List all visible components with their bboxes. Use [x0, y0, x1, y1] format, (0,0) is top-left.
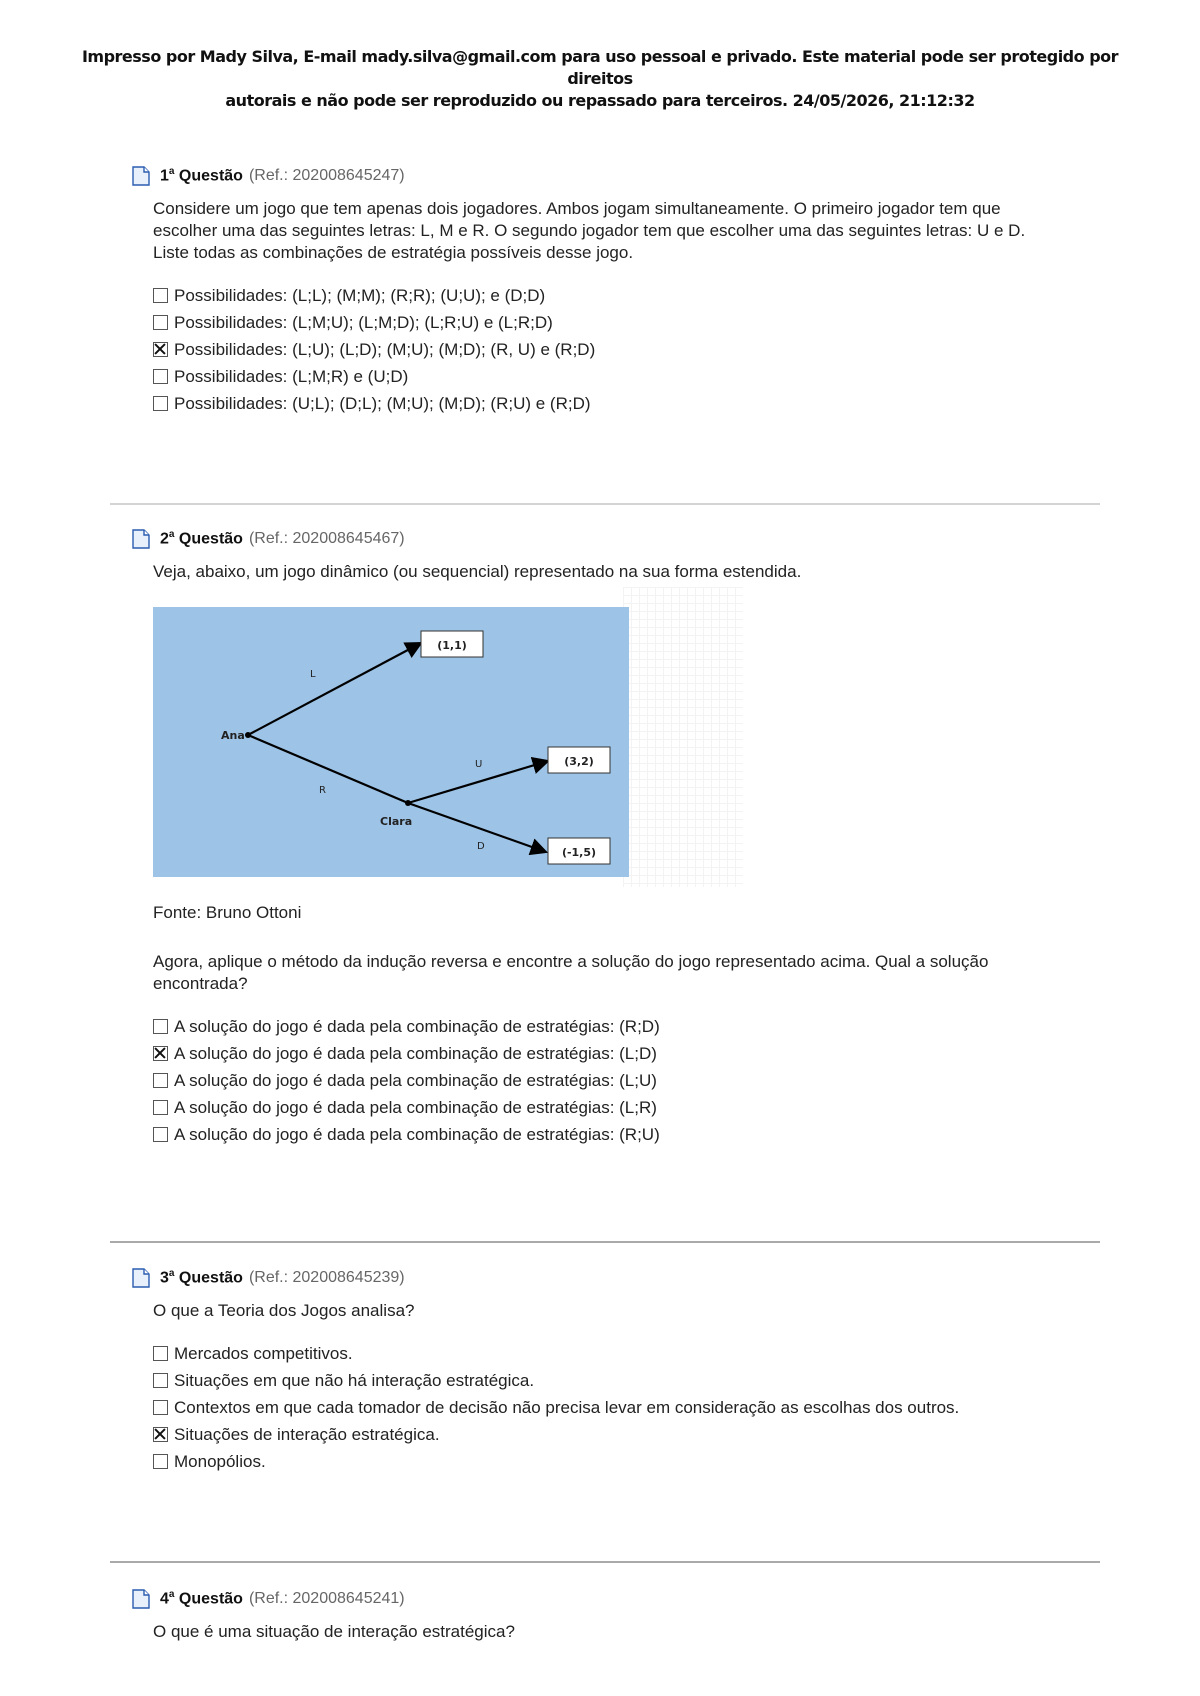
question-ref: (Ref.: 202008645247) — [248, 167, 405, 184]
option[interactable] — [153, 1013, 1092, 1040]
figure-source: Fonte: Bruno Ottoni — [153, 903, 302, 922]
option-label: Situações em que não há interação estratégica. — [174, 1370, 535, 1390]
print-header-line-2: autorais e não pode ser reproduzido ou repassado para terceiros. 24/05/2026, 21:12:32 — [225, 91, 975, 110]
print-header — [60, 46, 1140, 112]
label-edge-d: D — [477, 841, 485, 852]
divider — [110, 1241, 1100, 1243]
options-list — [153, 282, 1092, 417]
figure-grid-background — [623, 587, 743, 887]
option-label: Possibilidades: (L;U); (L;D); (M;U); (M;D); (R, U) e (R;D) — [174, 339, 596, 359]
question-header — [132, 1587, 1092, 1611]
question-text: O que é uma situação de interação estratégica? — [153, 1622, 515, 1641]
question-header — [132, 164, 1092, 188]
game-tree-figure — [153, 607, 729, 877]
question-ref: (Ref.: 202008645467) — [248, 530, 405, 547]
checkbox[interactable] — [153, 1454, 168, 1469]
option-label: Possibilidades: (L;L); (M;M); (R;R); (U;U); e (D;D) — [174, 285, 546, 305]
question-number: 4$^a$ Questão — [160, 1589, 243, 1608]
option-label: Possibilidades: (U;L); (D;L); (M;U); (M;D); (R;U) e (R;D) — [174, 393, 591, 413]
option[interactable] — [153, 1421, 1092, 1448]
question-4 — [132, 1587, 1092, 1643]
document-icon — [132, 529, 150, 549]
checkbox[interactable] — [153, 1100, 168, 1115]
options-list — [153, 1013, 1092, 1148]
document-icon — [132, 166, 150, 186]
option[interactable] — [153, 282, 1092, 309]
document-icon — [132, 1589, 150, 1609]
option-label: Mercados competitivos. — [174, 1343, 353, 1363]
option-label: Situações de interação estratégica. — [174, 1424, 440, 1444]
checkbox[interactable] — [153, 369, 168, 384]
question-ref: (Ref.: 202008645241) — [248, 1590, 405, 1607]
checkbox[interactable] — [153, 1127, 168, 1142]
question-header — [132, 527, 1092, 551]
node-clara — [405, 800, 411, 806]
question-ref: (Ref.: 202008645239) — [248, 1269, 405, 1286]
checkbox[interactable] — [153, 1373, 168, 1388]
checkbox-checked[interactable] — [153, 1046, 168, 1061]
option-label: Possibilidades: (L;M;U); (L;M;D); (L;R;U) e (L;R;D) — [174, 312, 553, 332]
payoff-d: (-1,5) — [561, 846, 597, 859]
option[interactable] — [153, 1448, 1092, 1475]
question-2 — [132, 527, 1092, 1148]
option-label: A solução do jogo é dada pela combinação de estratégias: (R;D) — [174, 1016, 660, 1036]
question-1 — [132, 164, 1092, 417]
question-header — [132, 1266, 1092, 1290]
question-number: 2$^a$ Questão — [160, 529, 243, 548]
question-text: Veja, abaixo, um jogo dinâmico (ou sequencial) representado na sua forma estendida. — [153, 562, 802, 581]
options-list — [153, 1340, 1092, 1475]
option-label: A solução do jogo é dada pela combinação de estratégias: (L;D) — [174, 1043, 657, 1063]
payoff-u: (3,2) — [564, 755, 594, 768]
checkbox[interactable] — [153, 396, 168, 411]
checkbox[interactable] — [153, 1073, 168, 1088]
option-label: A solução do jogo é dada pela combinação de estratégias: (R;U) — [174, 1124, 660, 1144]
label-edge-l: L — [310, 669, 316, 680]
label-edge-r: R — [319, 785, 326, 796]
label-clara: Clara — [380, 815, 413, 828]
option[interactable] — [153, 1040, 1092, 1067]
question-text: Considere um jogo que tem apenas dois jogadores. Ambos jogam simultaneamente. O primeiro jogador tem que escolher uma das seguintes letras: L, M e R. O segundo jogador tem que escolher uma das seguintes letras: U e D. Liste todas as combinações de estratégia possíveis desse jogo. — [153, 199, 1026, 262]
question-text: O que a Teoria dos Jogos analisa? — [153, 1301, 415, 1320]
question-prompt: Agora, aplique o método da indução reversa e encontre a solução do jogo representado acima. Qual a solução encontrada? — [153, 952, 989, 993]
option[interactable] — [153, 1067, 1092, 1094]
option[interactable] — [153, 309, 1092, 336]
checkbox[interactable] — [153, 288, 168, 303]
option[interactable] — [153, 390, 1092, 417]
print-header-line-1: Impresso por Mady Silva, E-mail mady.silva@gmail.com para uso pessoal e privado. Este material pode ser protegido por direitos — [81, 47, 1119, 88]
payoff-l: (1,1) — [437, 639, 467, 652]
divider — [110, 503, 1100, 505]
checkbox-checked[interactable] — [153, 342, 168, 357]
option[interactable] — [153, 336, 1092, 363]
figure-background — [153, 607, 629, 877]
option[interactable] — [153, 1367, 1092, 1394]
document-icon — [132, 1268, 150, 1288]
option-label: A solução do jogo é dada pela combinação de estratégias: (L;U) — [174, 1070, 657, 1090]
option-label: A solução do jogo é dada pela combinação de estratégias: (L;R) — [174, 1097, 657, 1117]
checkbox[interactable] — [153, 315, 168, 330]
divider — [110, 1561, 1100, 1563]
checkbox-checked[interactable] — [153, 1427, 168, 1442]
option[interactable] — [153, 1394, 1092, 1421]
checkbox[interactable] — [153, 1346, 168, 1361]
node-ana — [245, 732, 251, 738]
question-number: 3$^a$ Questão — [160, 1268, 243, 1287]
checkbox[interactable] — [153, 1400, 168, 1415]
option-label: Monopólios. — [174, 1451, 266, 1471]
checkbox[interactable] — [153, 1019, 168, 1034]
question-number: 1$^a$ Questão — [160, 166, 243, 185]
label-ana: Ana — [221, 729, 245, 742]
option-label: Possibilidades: (L;M;R) e (U;D) — [174, 366, 409, 386]
question-3 — [132, 1266, 1092, 1475]
option[interactable] — [153, 1121, 1092, 1148]
game-tree — [153, 607, 629, 877]
option-label: Contextos em que cada tomador de decisão não precisa levar em consideração as escolhas dos outros. — [174, 1397, 960, 1417]
option[interactable] — [153, 1340, 1092, 1367]
option[interactable] — [153, 1094, 1092, 1121]
label-edge-u: U — [475, 759, 483, 770]
option[interactable] — [153, 363, 1092, 390]
